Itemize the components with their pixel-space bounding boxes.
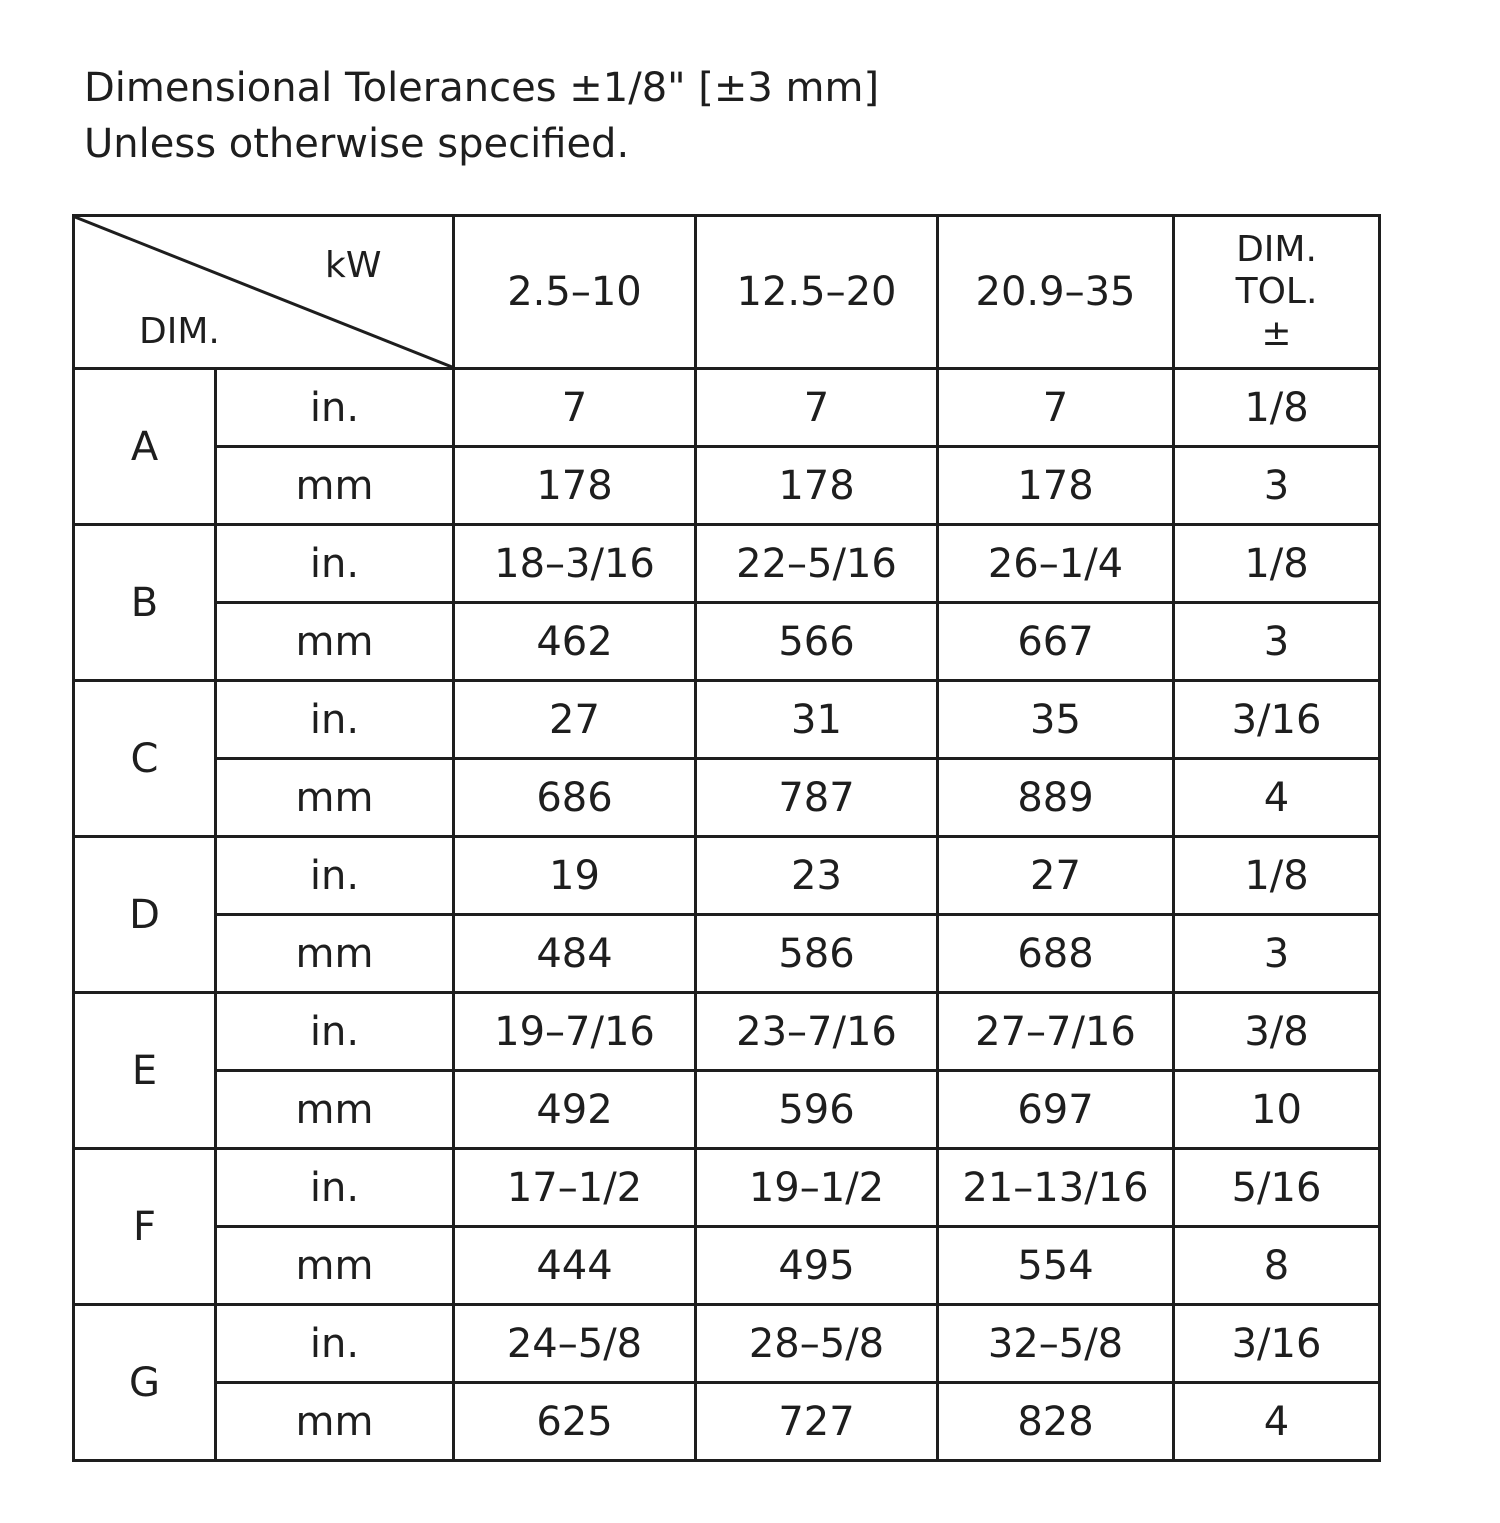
value-cell: 32–5/8: [938, 1305, 1174, 1383]
value-cell: 18–3/16: [454, 525, 696, 603]
value-cell: 596: [696, 1071, 938, 1149]
tolerance-cell: 3/8: [1174, 993, 1380, 1071]
tolerance-note: [84, 60, 879, 172]
tolerance-header-line-2: TOL.: [1235, 271, 1318, 312]
value-cell: 625: [454, 1383, 696, 1461]
value-cell: 178: [696, 447, 938, 525]
value-cell: 727: [696, 1383, 938, 1461]
range-header-3: 20.9–35: [938, 216, 1174, 369]
table-row: [74, 447, 1380, 525]
value-cell: 667: [938, 603, 1174, 681]
value-cell: 19: [454, 837, 696, 915]
corner-header-cell: [74, 216, 454, 369]
value-cell: 19–7/16: [454, 993, 696, 1071]
tolerance-cell: 5/16: [1174, 1149, 1380, 1227]
value-cell: 492: [454, 1071, 696, 1149]
value-cell: 23: [696, 837, 938, 915]
dimension-letter: A: [74, 369, 216, 525]
table-row: [74, 603, 1380, 681]
table-row: [74, 525, 1380, 603]
tolerance-cell: 4: [1174, 1383, 1380, 1461]
value-cell: 688: [938, 915, 1174, 993]
unit-label: in.: [216, 1305, 454, 1383]
tolerance-note-line-1: Dimensional Tolerances ±1/8" [±3 mm]: [84, 65, 880, 111]
value-cell: 7: [696, 369, 938, 447]
tolerance-cell: 1/8: [1174, 525, 1380, 603]
table-header-row: [74, 216, 1380, 369]
dimension-letter: D: [74, 837, 216, 993]
value-cell: 21–13/16: [938, 1149, 1174, 1227]
value-cell: 554: [938, 1227, 1174, 1305]
unit-label: in.: [216, 525, 454, 603]
tolerance-header-line-1: DIM.: [1236, 229, 1317, 270]
unit-label: in.: [216, 1149, 454, 1227]
value-cell: 178: [938, 447, 1174, 525]
tolerance-cell: 3/16: [1174, 681, 1380, 759]
unit-label: in.: [216, 837, 454, 915]
value-cell: 462: [454, 603, 696, 681]
table-row: [74, 1149, 1380, 1227]
tolerance-cell: 3: [1174, 447, 1380, 525]
value-cell: 178: [454, 447, 696, 525]
value-cell: 26–1/4: [938, 525, 1174, 603]
table-row: [74, 915, 1380, 993]
tolerance-cell: 3: [1174, 915, 1380, 993]
dimension-letter: C: [74, 681, 216, 837]
tolerance-note-line-2: Unless otherwise specified.: [84, 121, 630, 167]
dim-header-label: DIM.: [139, 311, 220, 352]
value-cell: 19–1/2: [696, 1149, 938, 1227]
table-row: [74, 681, 1380, 759]
dimension-letter: G: [74, 1305, 216, 1461]
value-cell: 686: [454, 759, 696, 837]
value-cell: 24–5/8: [454, 1305, 696, 1383]
tolerance-cell: 4: [1174, 759, 1380, 837]
value-cell: 27: [938, 837, 1174, 915]
value-cell: 17–1/2: [454, 1149, 696, 1227]
kw-header-label: kW: [325, 245, 382, 286]
value-cell: 787: [696, 759, 938, 837]
dimension-letter: F: [74, 1149, 216, 1305]
table-row: [74, 1227, 1380, 1305]
value-cell: 27–7/16: [938, 993, 1174, 1071]
value-cell: 586: [696, 915, 938, 993]
tolerance-header-line-3: ±: [1261, 313, 1292, 354]
dimension-letter: B: [74, 525, 216, 681]
unit-label: mm: [216, 603, 454, 681]
unit-label: mm: [216, 1227, 454, 1305]
tolerance-cell: 10: [1174, 1071, 1380, 1149]
tolerance-cell: 8: [1174, 1227, 1380, 1305]
tolerance-cell: 1/8: [1174, 369, 1380, 447]
unit-label: mm: [216, 1383, 454, 1461]
value-cell: 7: [938, 369, 1174, 447]
value-cell: 31: [696, 681, 938, 759]
table-row: [74, 1305, 1380, 1383]
value-cell: 7: [454, 369, 696, 447]
value-cell: 566: [696, 603, 938, 681]
value-cell: 889: [938, 759, 1174, 837]
unit-label: in.: [216, 681, 454, 759]
tolerance-header: [1174, 216, 1380, 369]
table-row: [74, 369, 1380, 447]
diagonal-divider: [75, 217, 452, 367]
unit-label: in.: [216, 369, 454, 447]
tolerance-cell: 3: [1174, 603, 1380, 681]
value-cell: 22–5/16: [696, 525, 938, 603]
unit-label: mm: [216, 915, 454, 993]
value-cell: 484: [454, 915, 696, 993]
value-cell: 23–7/16: [696, 993, 938, 1071]
value-cell: 495: [696, 1227, 938, 1305]
range-header-1: 2.5–10: [454, 216, 696, 369]
dimension-letter: E: [74, 993, 216, 1149]
dimensions-table: [72, 214, 1381, 1462]
value-cell: 828: [938, 1383, 1174, 1461]
tolerance-cell: 1/8: [1174, 837, 1380, 915]
unit-label: mm: [216, 447, 454, 525]
value-cell: 444: [454, 1227, 696, 1305]
range-header-2: 12.5–20: [696, 216, 938, 369]
unit-label: mm: [216, 1071, 454, 1149]
table-row: [74, 1071, 1380, 1149]
value-cell: 697: [938, 1071, 1174, 1149]
value-cell: 28–5/8: [696, 1305, 938, 1383]
table-row: [74, 837, 1380, 915]
tolerance-cell: 3/16: [1174, 1305, 1380, 1383]
unit-label: mm: [216, 759, 454, 837]
table-row: [74, 759, 1380, 837]
table-row: [74, 1383, 1380, 1461]
table-row: [74, 993, 1380, 1071]
unit-label: in.: [216, 993, 454, 1071]
value-cell: 27: [454, 681, 696, 759]
value-cell: 35: [938, 681, 1174, 759]
